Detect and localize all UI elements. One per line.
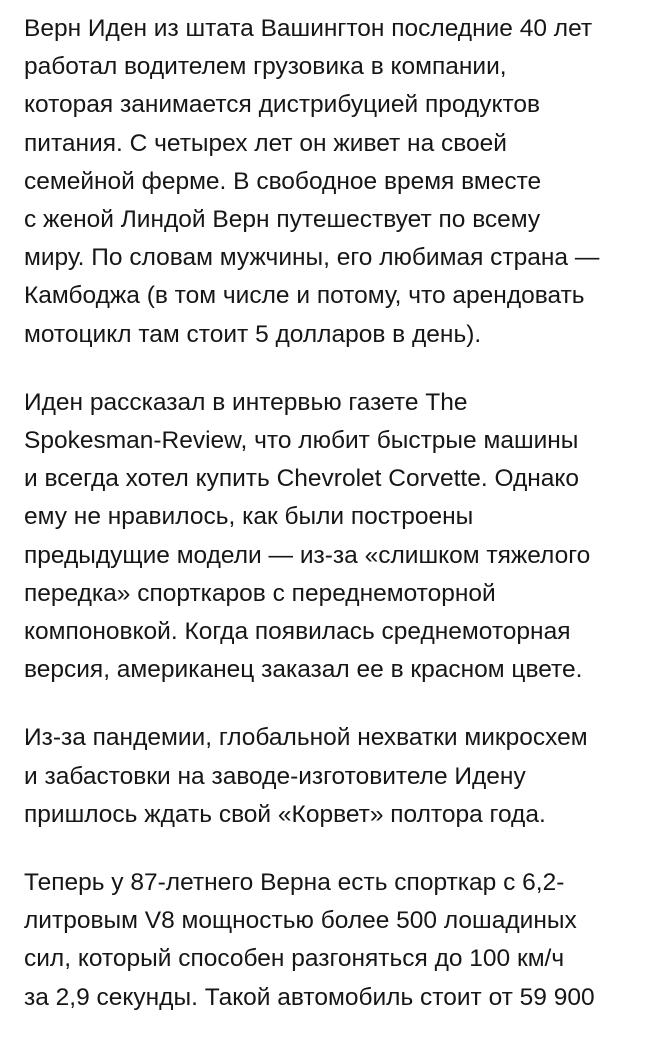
paragraph-line: передка» спорткаров с переднемоторной: [24, 579, 496, 607]
paragraph-line: Верн Иден из штата Вашингтон последние 40 лет: [24, 15, 593, 42]
paragraph-line: ему не нравилось, как были построены: [24, 503, 474, 531]
paragraph-line: Теперь у 87-летнего Верна есть спорткар с 6,2-: [24, 869, 565, 897]
paragraph-line: миру. По словам мужчины, его любимая страна —: [24, 244, 600, 272]
paragraph-line: сил, который способен разгоняться до 100 км/ч: [24, 945, 565, 973]
paragraph-4: [24, 864, 643, 1017]
paragraph-line: мотоцикл там стоит 5 долларов в день).: [24, 320, 482, 348]
paragraph-3: [24, 719, 643, 834]
article-body: [24, 10, 643, 1047]
paragraph-line: питания. С четырех лет он живет на своей: [24, 129, 507, 157]
paragraph-line: пришлось ждать свой «Корвет» полтора года.: [24, 800, 546, 828]
paragraph-line: литровым V8 мощностью более 500 лошадиных: [24, 907, 577, 935]
paragraph-line: компоновкой. Когда появилась среднемоторная: [24, 618, 571, 646]
paragraph-line: работал водителем грузовика в компании,: [24, 53, 507, 81]
paragraph-line: Иден рассказал в интервью газете The: [24, 388, 468, 416]
paragraph-line: с женой Линдой Верн путешествует по всему: [24, 206, 541, 234]
paragraph-2: [24, 384, 643, 690]
paragraph-line: и всегда хотел купить Chevrolet Corvette. Однако: [24, 465, 580, 493]
paragraph-line: и забастовки на заводе-изготовителе Идену: [24, 762, 526, 790]
paragraph-line: Spokesman-Review, что любит быстрые машины: [24, 427, 579, 455]
paragraph-line: Камбоджа (в том числе и потому, что арендовать: [24, 282, 585, 310]
paragraph-line: которая занимается дистрибуцией продуктов: [24, 91, 541, 119]
paragraph-line: Из-за пандемии, глобальной нехватки микросхем: [24, 724, 588, 752]
paragraph-line: семейной ферме. В свободное время вместе: [24, 167, 542, 195]
paragraph-line: предыдущие модели — из-за «слишком тяжелого: [24, 541, 591, 569]
paragraph-line: версия, американец заказал ее в красном цвете.: [24, 656, 583, 684]
paragraph-1: [24, 10, 643, 354]
paragraph-line: за 2,9 секунды. Такой автомобиль стоит от 59 900: [24, 983, 595, 1011]
